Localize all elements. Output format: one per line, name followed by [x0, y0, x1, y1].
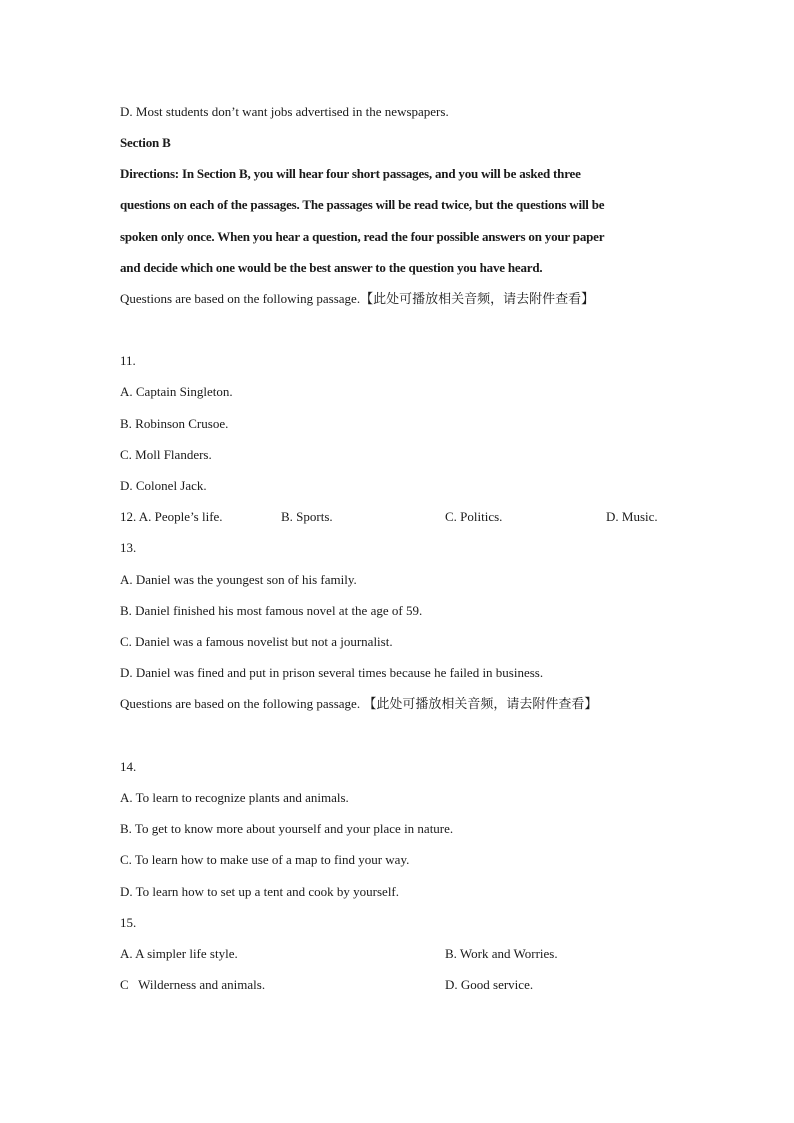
section-title: Section B: [120, 135, 171, 150]
answer-option: D. Daniel was fined and put in prison several times because he failed in business.: [120, 665, 544, 680]
passage-note: Questions are based on the following passage.【此处可播放相关音频，请去附件查看】: [120, 291, 595, 306]
answer-option: B. Sports.: [281, 509, 333, 524]
answer-option: C. To learn how to make use of a map to find your way.: [120, 852, 410, 867]
answer-option: D. Colonel Jack.: [120, 478, 207, 493]
answer-option: A. Captain Singleton.: [120, 384, 233, 399]
answer-option: C. Politics.: [445, 509, 503, 524]
question-number: 11.: [120, 353, 136, 368]
question-number: 12.: [120, 509, 137, 524]
answer-option: B. Daniel finished his most famous novel at the age of 59.: [120, 603, 423, 618]
answer-option: C. Moll Flanders.: [120, 447, 212, 462]
answer-option: B. Robinson Crusoe.: [120, 416, 229, 431]
answer-option: A. A simpler life style.: [120, 946, 238, 961]
question-number: 14.: [120, 759, 137, 774]
answer-option: B. Work and Worries.: [445, 946, 558, 961]
answer-option: C. Daniel was a famous novelist but not a journalist.: [120, 634, 393, 649]
question-number: 13.: [120, 540, 137, 555]
directions-line: questions on each of the passages. The passages will be read twice, but the questions will be: [120, 197, 605, 212]
answer-option: B. To get to know more about yourself and your place in nature.: [120, 821, 454, 836]
passage-note: Questions are based on the following passage. 【此处可播放相关音频，请去附件查看】: [120, 696, 598, 711]
directions-line: Directions: In Section B, you will hear four short passages, and you will be asked three: [120, 166, 581, 181]
question-row: [120, 509, 223, 525]
answer-option: D. Music.: [606, 509, 658, 524]
answer-option: A. Daniel was the youngest son of his family.: [120, 572, 357, 587]
question-number: 15.: [120, 915, 137, 930]
directions-line: spoken only once. When you hear a question, read the four possible answers on your paper: [120, 229, 605, 244]
answer-option: A. To learn to recognize plants and animals.: [120, 790, 349, 805]
answer-option: D. To learn how to set up a tent and cook by yourself.: [120, 884, 400, 899]
answer-option: C Wilderness and animals.: [120, 977, 266, 992]
directions-line: and decide which one would be the best answer to the question you have heard.: [120, 260, 543, 275]
answer-option: D. Good service.: [445, 977, 534, 992]
previous-option-d: D. Most students don’t want jobs advertised in the newspapers.: [120, 104, 449, 119]
answer-option: A. People’s life.: [138, 509, 223, 524]
